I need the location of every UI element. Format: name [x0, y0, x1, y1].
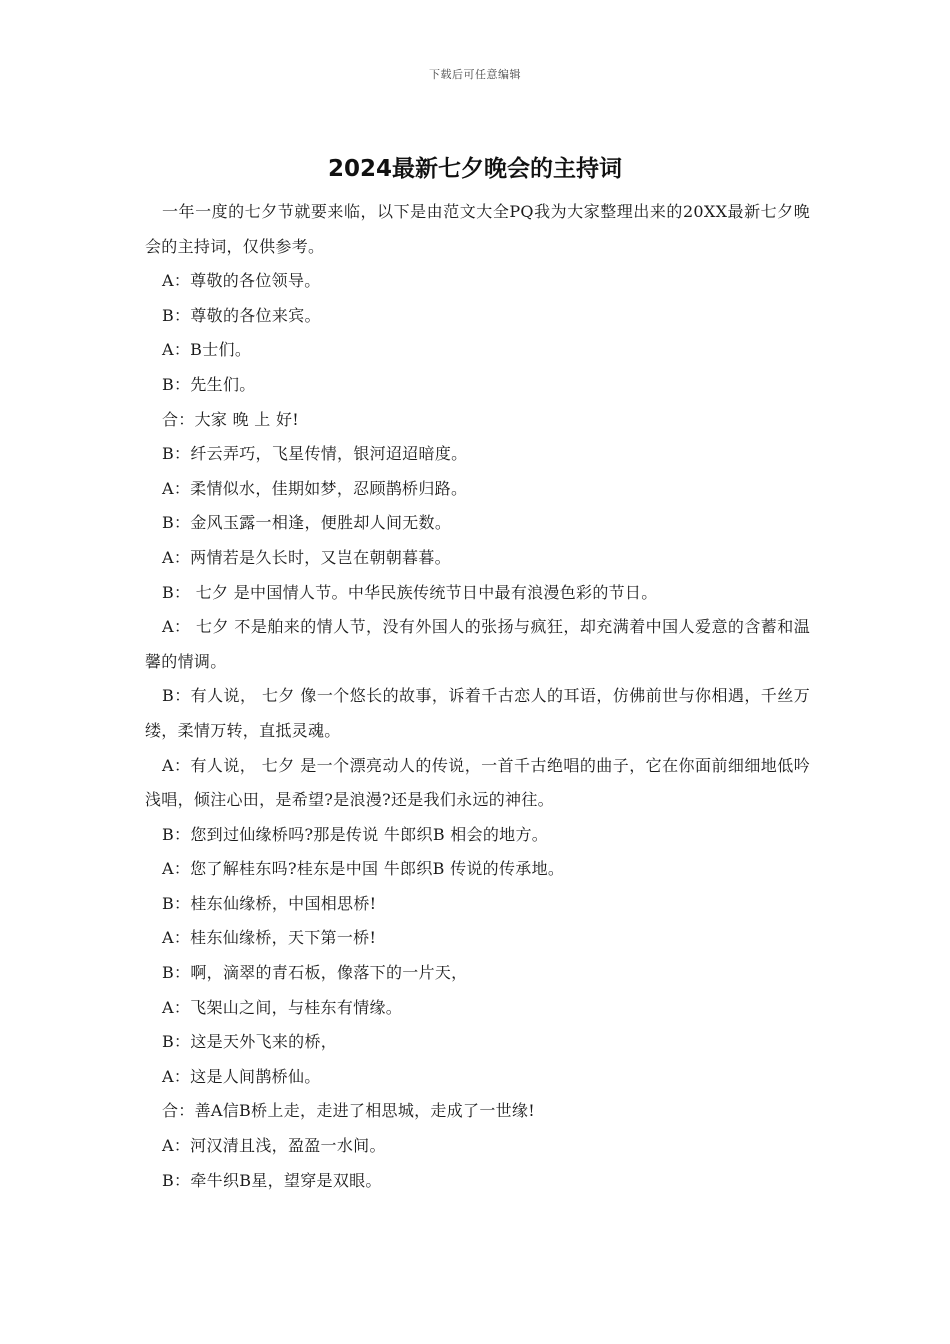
dialogue-line: A： 七夕 不是舶来的情人节，没有外国人的张扬与疯狂，却充满着中国人爱意的含蓄和温馨的情调。: [145, 617, 810, 671]
dialogue-line: A：尊敬的各位领导。: [162, 271, 321, 291]
dialogue-line: A：飞架山之间，与桂东有情缘。: [162, 997, 403, 1017]
dialogue-line: A：有人说， 七夕 是一个漂亮动人的传说，一首千古绝唱的曲子，它在你面前细细地低吟浅唱，倾注心田，是希望?是浪漫?还是我们永远的神往。: [145, 755, 810, 810]
dialogue-line: B：金风玉露一相逢，便胜却人间无数。: [162, 513, 452, 533]
document-title: 2024最新七夕晚会的主持词: [327, 156, 622, 182]
dialogue-line: A：河汉清且浅，盈盈一水间。: [162, 1136, 386, 1156]
dialogue-line: A：两情若是久长时，又岂在朝朝暮暮。: [162, 547, 451, 567]
dialogue-line: A：B士们。: [162, 340, 252, 360]
intro-paragraph: 一年一度的七夕节就要来临，以下是由范文大全PQ我为大家整理出来的20XX最新七夕晚会的主持词，仅供参考。: [145, 202, 810, 256]
dialogue-line: 合：善A信B桥上走，走进了相思城，走成了一世缘!: [162, 1101, 535, 1121]
dialogue-line: B：尊敬的各位来宾。: [162, 305, 321, 325]
dialogue-line: 合：大家 晚 上 好!: [162, 409, 299, 429]
dialogue-line: A：柔情似水，佳期如梦，忍顾鹊桥归路。: [162, 478, 468, 498]
dialogue-line: B：先生们。: [162, 374, 256, 394]
dialogue-line: B：纤云弄巧，飞星传情，银河迢迢暗度。: [162, 444, 468, 464]
dialogue-line: B：这是天外飞来的桥，: [162, 1032, 338, 1052]
document-body: [145, 195, 810, 1198]
page-header-note: 下载后可任意编辑: [429, 68, 521, 81]
dialogue-line: B：有人说， 七夕 像一个悠长的故事，诉着千古恋人的耳语，仿佛前世与你相遇，千丝万缕，柔情万转，直抵灵魂。: [145, 686, 810, 740]
dialogue-line: B：牵牛织B星，望穿是双眼。: [162, 1170, 382, 1190]
dialogue-line: B：您到过仙缘桥吗?那是传说 牛郎织B 相会的地方。: [162, 824, 549, 844]
dialogue-line: A：桂东仙缘桥，天下第一桥!: [162, 928, 377, 948]
dialogue-line: B：桂东仙缘桥，中国相思桥!: [162, 893, 377, 913]
dialogue-line: A：您了解桂东吗?桂东是中国 牛郎织B 传说的传承地。: [162, 859, 565, 879]
dialogue-line: B： 七夕 是中国情人节。中华民族传统节日中最有浪漫色彩的节日。: [162, 582, 658, 602]
dialogue-line: B：啊，滴翠的青石板，像落下的一片天，: [162, 963, 468, 983]
dialogue-line: A：这是人间鹊桥仙。: [162, 1066, 321, 1086]
